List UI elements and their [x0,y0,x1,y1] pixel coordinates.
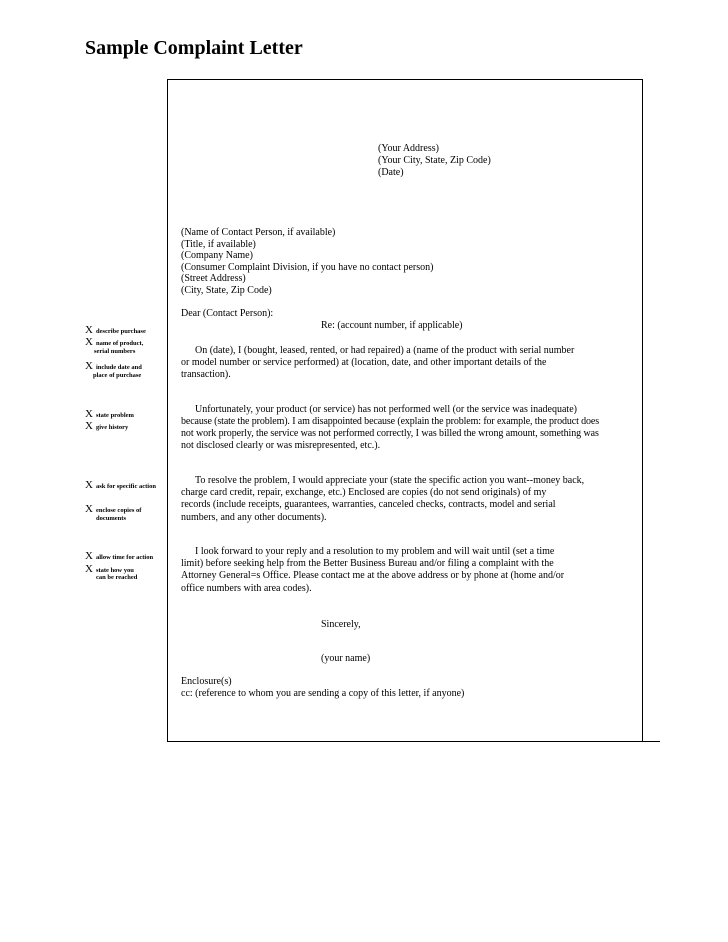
checklist-label-continued: can be reached [96,574,138,581]
paragraph-line: because (state the problem). I am disappointed because (explain the problem: for example, the product does [181,416,599,427]
checklist-label: ask for specific action [95,483,156,490]
checklist-label-continued: place of purchase [93,372,142,379]
x-mark-icon: X [85,563,93,575]
recipient-title: (Title, if available) [181,239,256,250]
recipient-city-state-zip: (City, State, Zip Code) [181,285,272,296]
paragraph-line: To resolve the problem, I would appreciate your (state the specific action you want--money back, [195,475,585,486]
paragraph-line: limit) before seeking help from the Better Business Bureau and/or filing a complaint with the [181,558,554,569]
checklist-label: allow time for action [95,554,154,561]
x-mark-icon: X [85,360,93,372]
letter-frame-left-border [167,79,168,742]
salutation: Dear (Contact Person): [181,308,274,319]
x-mark-icon: X [85,420,93,432]
x-mark-icon: X [85,324,93,336]
letter-frame-right-border [642,79,643,742]
recipient-contact: (Name of Contact Person, if available) [181,227,336,238]
letter-date: (Date) [378,167,404,178]
x-mark-icon: X [85,408,93,420]
letter-frame-bottom-border [167,741,660,742]
checklist-label-continued: serial numbers [94,348,136,355]
paragraph-line: Attorney General=s Office. Please contact me at the above address or by phone at (home and/or [181,570,565,581]
sender-city-state-zip: (Your City, State, Zip Code) [378,155,491,166]
checklist-label: include date and [95,364,142,371]
paragraph-line: or model number or service performed) at (location, date, and other important details of the [181,357,547,368]
x-mark-icon: X [85,336,93,348]
letter-frame-top-border [167,79,643,80]
cc-line: cc: (reference to whom you are sending a copy of this letter, if anyone) [181,688,465,699]
re-line: Re: (account number, if applicable) [321,320,463,331]
paragraph-line: not disclosed clearly or was misrepresented, etc.). [181,440,381,451]
checklist-label: state how you [95,567,134,574]
checklist-label-continued: documents [96,515,126,522]
page-title: Sample Complaint Letter [85,37,303,59]
checklist-label: give history [95,424,129,431]
checklist-item [85,475,156,493]
recipient-company: (Company Name) [181,250,253,261]
checklist-label: state problem [95,412,134,419]
recipient-division: (Consumer Complaint Division, if you have no contact person) [181,262,434,273]
checklist-label: enclose copies of [95,507,142,514]
paragraph-line: I look forward to your reply and a resolution to my problem and will wait until (set a time [195,546,555,557]
signature: (your name) [321,653,371,664]
x-mark-icon: X [85,550,93,562]
checklist-item [85,416,128,434]
paragraph-line: office numbers with area codes). [181,583,312,594]
checklist-label: name of product, [95,340,144,347]
enclosure-line: Enclosure(s) [181,676,232,687]
paragraph-line: not work properly, the service was not performed correctly, I was billed the wrong amount, something was [181,428,599,439]
recipient-street: (Street Address) [181,273,246,284]
x-mark-icon: X [85,503,93,515]
x-mark-icon: X [85,479,93,491]
paragraph-line: numbers, and any other documents). [181,512,327,523]
sender-address: (Your Address) [378,143,439,154]
paragraph-line: charge card credit, repair, exchange, etc.) Enclosed are copies (do not send originals) of my [181,487,547,498]
paragraph-line: Unfortunately, your product (or service) has not performed well (or the service was inadequate) [195,404,577,415]
paragraph-line: On (date), I (bought, leased, rented, or had repaired) a (name of the product with serial number [195,345,575,356]
checklist-label: describe purchase [95,328,146,335]
closing: Sincerely, [321,619,361,630]
paragraph-line: transaction). [181,369,231,380]
paragraph-line: records (include receipts, guarantees, warranties, canceled checks, contracts, model and serial [181,499,556,510]
